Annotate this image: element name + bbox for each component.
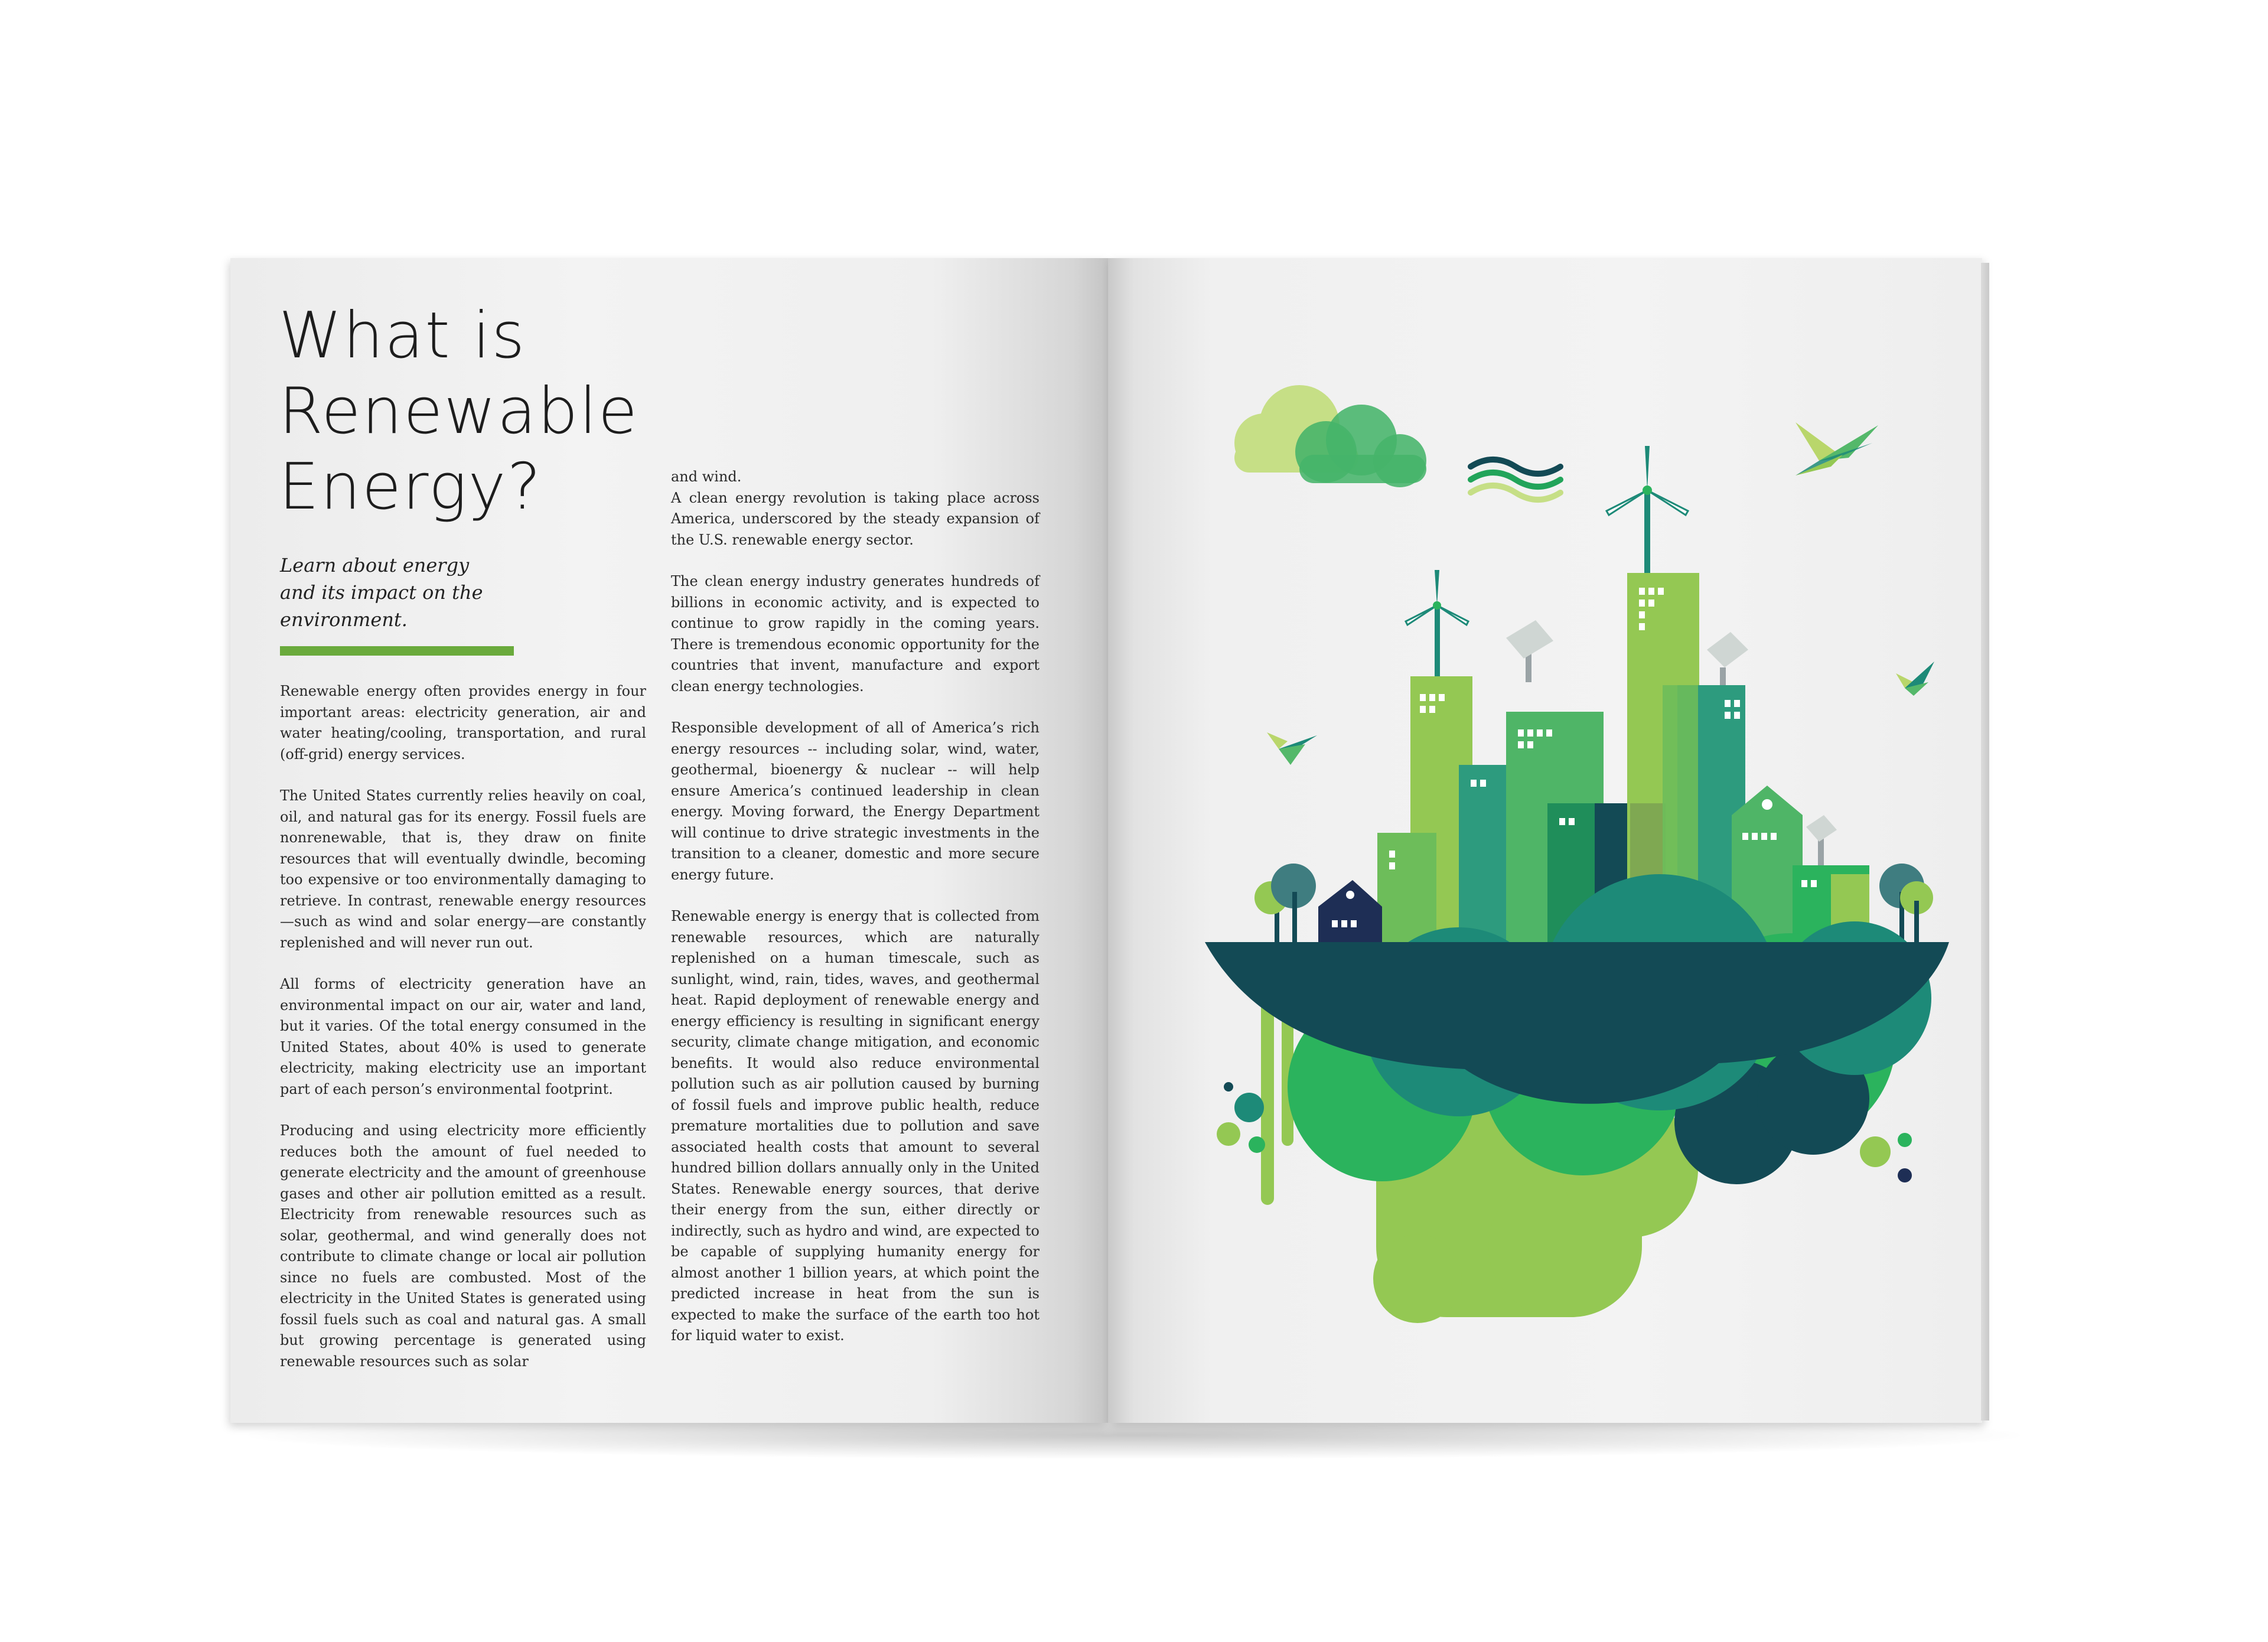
subtitle-line: Learn about energy: [280, 554, 470, 576]
title-line: What is: [279, 299, 526, 373]
buildings: [1318, 573, 1869, 942]
green-city-illustration: [1205, 378, 1979, 1347]
wind-turbine-icon: [1406, 570, 1468, 682]
wind-turbine-icon: [1606, 446, 1688, 588]
paragraph: Producing and using electricity more efficiently reduces both the amount of fuel needed to generate electricity and the amount of greenhouse gases and other air pollution emitted as a result. Electricity from renewable resources such as solar, geothermal, and wind generally does not contribute to climate change or local air pollution since no fuels are combusted. Most of the electricity in the United States is generated using fossil fuels such as coal and natural gas. A small but growing percentage is generated using renewable resources such as solar: [280, 1122, 646, 1370]
tree-icon: [1254, 864, 1316, 942]
subtitle-line: and its impact on the: [280, 581, 483, 604]
wind-waves-icon: [1471, 460, 1560, 500]
bird-icon: [1795, 422, 1878, 475]
solar-panel-icon: [1506, 620, 1553, 682]
article-title: [279, 298, 692, 525]
text-column-right: [671, 467, 1040, 1367]
paragraph: Renewable energy often provides energy in four important areas: electricity generation, air and water heating/cooling, transportation, and rural (off-grid) energy services.: [280, 683, 646, 763]
title-line: Energy?: [279, 450, 542, 524]
subtitle-line: environment.: [280, 608, 408, 631]
bird-icon: [1267, 732, 1317, 765]
accent-rule: [280, 646, 514, 656]
text-column-left: [280, 681, 646, 1393]
paragraph: A clean energy revolution is taking place across America, underscored by the steady expansion of the U.S. renewable energy sector.: [671, 489, 1040, 548]
article-subtitle: [280, 552, 540, 633]
paragraph: Renewable energy is energy that is collected from renewable resources, which are naturally replenished on a human timescale, such as sunlight, wind, rain, tides, waves, and geothermal heat. Rapid deployment of renewable energy and energy efficiency is resulting in significant energy security, climate change mitigation, and economic benefits. It would also reduce environmental pollution such as air pollution caused by burning of fossil fuels and improve public health, reduce premature mortalities due to pollution and save associated health costs that amount to several hundred billion dollars annually only in the United States. Renewable energy sources, that derive their energy from the sun, either directly or indirectly, such as hydro and wind, are expected to be capable of supplying humanity energy for almost another 1 billion years, at which point the predicted increase in heat from the sun is expected to make the surface of the earth too hot for liquid water to exist.: [671, 908, 1040, 1344]
page-edge: [1981, 263, 1989, 1421]
bird-icon: [1896, 662, 1934, 696]
paragraph: and wind.: [671, 468, 742, 485]
paragraph: The United States currently relies heavily on coal, oil, and natural gas for its energy. Fossil fuels are nonrenewable, that is, they draw on finite resources that will eventually dwindle, becoming too expensive or too environmentally damaging to retrieve. In contrast, renewable energy resources—such as wind and solar energy—are constantly replenished and will never run out.: [280, 787, 646, 951]
paragraph: All forms of electricity generation have an environmental impact on our air, water and land, but it varies. Of the total energy consumed in the United States, about 40% is used to generate electricity, making electricity use an important part of each person’s environmental footprint.: [280, 976, 646, 1097]
title-line: Renewable: [279, 374, 639, 448]
paragraph: The clean energy industry generates hundreds of billions in economic activity, and is expected to continue to grow rapidly in the coming years. There is tremendous economic opportunity for the countries that invent, manufacture and export clean energy technologies.: [671, 573, 1040, 695]
paragraph: Responsible development of all of America’s rich energy resources -- including solar, wind, water, geothermal, bioenergy & nuclear -- will help ensure America’s continued leadership in clean energy. Moving forward, the Energy Department will continue to drive strategic investments in the transition to a cleaner, domestic and more secure energy future.: [671, 719, 1040, 883]
